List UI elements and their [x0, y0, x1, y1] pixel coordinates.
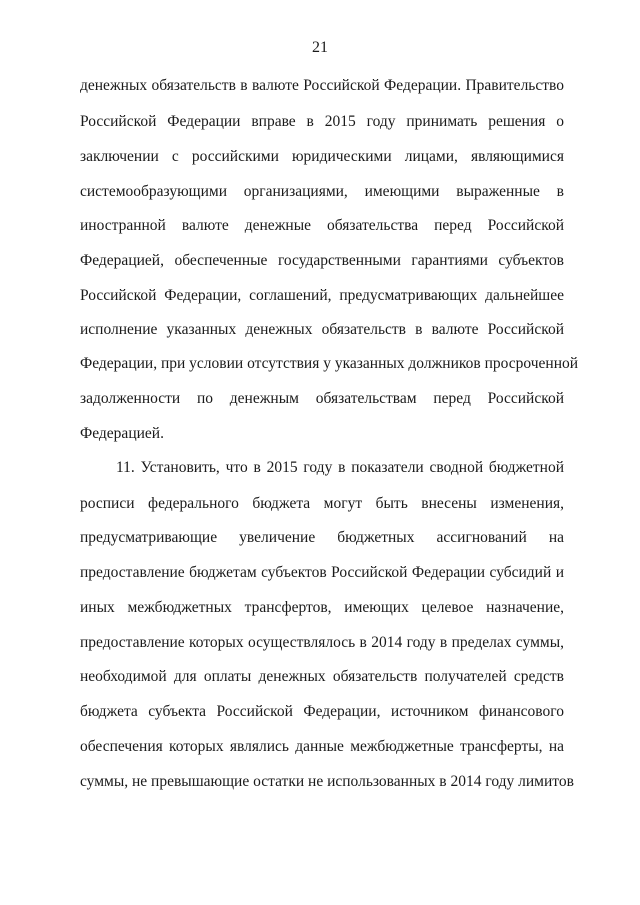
page-number: 21: [312, 39, 328, 56]
text-line: Федерацией, обеспеченные государственными гарантиями субъектов: [80, 252, 564, 269]
text-line: предоставление бюджетам субъектов Российской Федерации субсидий и: [80, 564, 564, 581]
text-line: заключении с российскими юридическими лицами, являющимися: [80, 148, 564, 165]
text-line: бюджета субъекта Российской Федерации, источником финансового: [80, 703, 564, 720]
text-line: Федерацией.: [80, 425, 164, 442]
text-line: суммы, не превышающие остатки не использованных в 2014 году лимитов: [80, 773, 574, 790]
text-line: денежных обязательств в валюте Российской Федерации. Правительство: [80, 77, 564, 94]
text-line: предусматривающие увеличение бюджетных ассигнований на: [80, 529, 564, 546]
text-line: необходимой для оплаты денежных обязательств получателей средств: [80, 668, 564, 685]
text-line: системообразующими организациями, имеющими выраженные в: [80, 183, 564, 200]
text-line: Федерации, при условии отсутствия у указанных должников просроченной: [80, 355, 579, 372]
text-line: иностранной валюте денежные обязательства перед Российской: [80, 217, 564, 234]
text-line: 11. Установить, что в 2015 году в показатели сводной бюджетной: [116, 459, 564, 476]
text-line: задолженности по денежным обязательствам перед Российской: [80, 390, 564, 407]
text-line: иных межбюджетных трансфертов, имеющих целевое назначение,: [80, 599, 564, 616]
text-line: Российской Федерации вправе в 2015 году принимать решения о: [80, 113, 564, 130]
text-line: предоставление которых осуществлялось в 2014 году в пределах суммы,: [80, 634, 564, 651]
text-line: обеспечения которых являлись данные межбюджетные трансферты, на: [80, 738, 564, 755]
text-line: росписи федерального бюджета могут быть внесены изменения,: [80, 495, 564, 512]
text-line: Российской Федерации, соглашений, предусматривающих дальнейшее: [80, 287, 564, 304]
text-line: исполнение указанных денежных обязательств в валюте Российской: [80, 321, 564, 338]
